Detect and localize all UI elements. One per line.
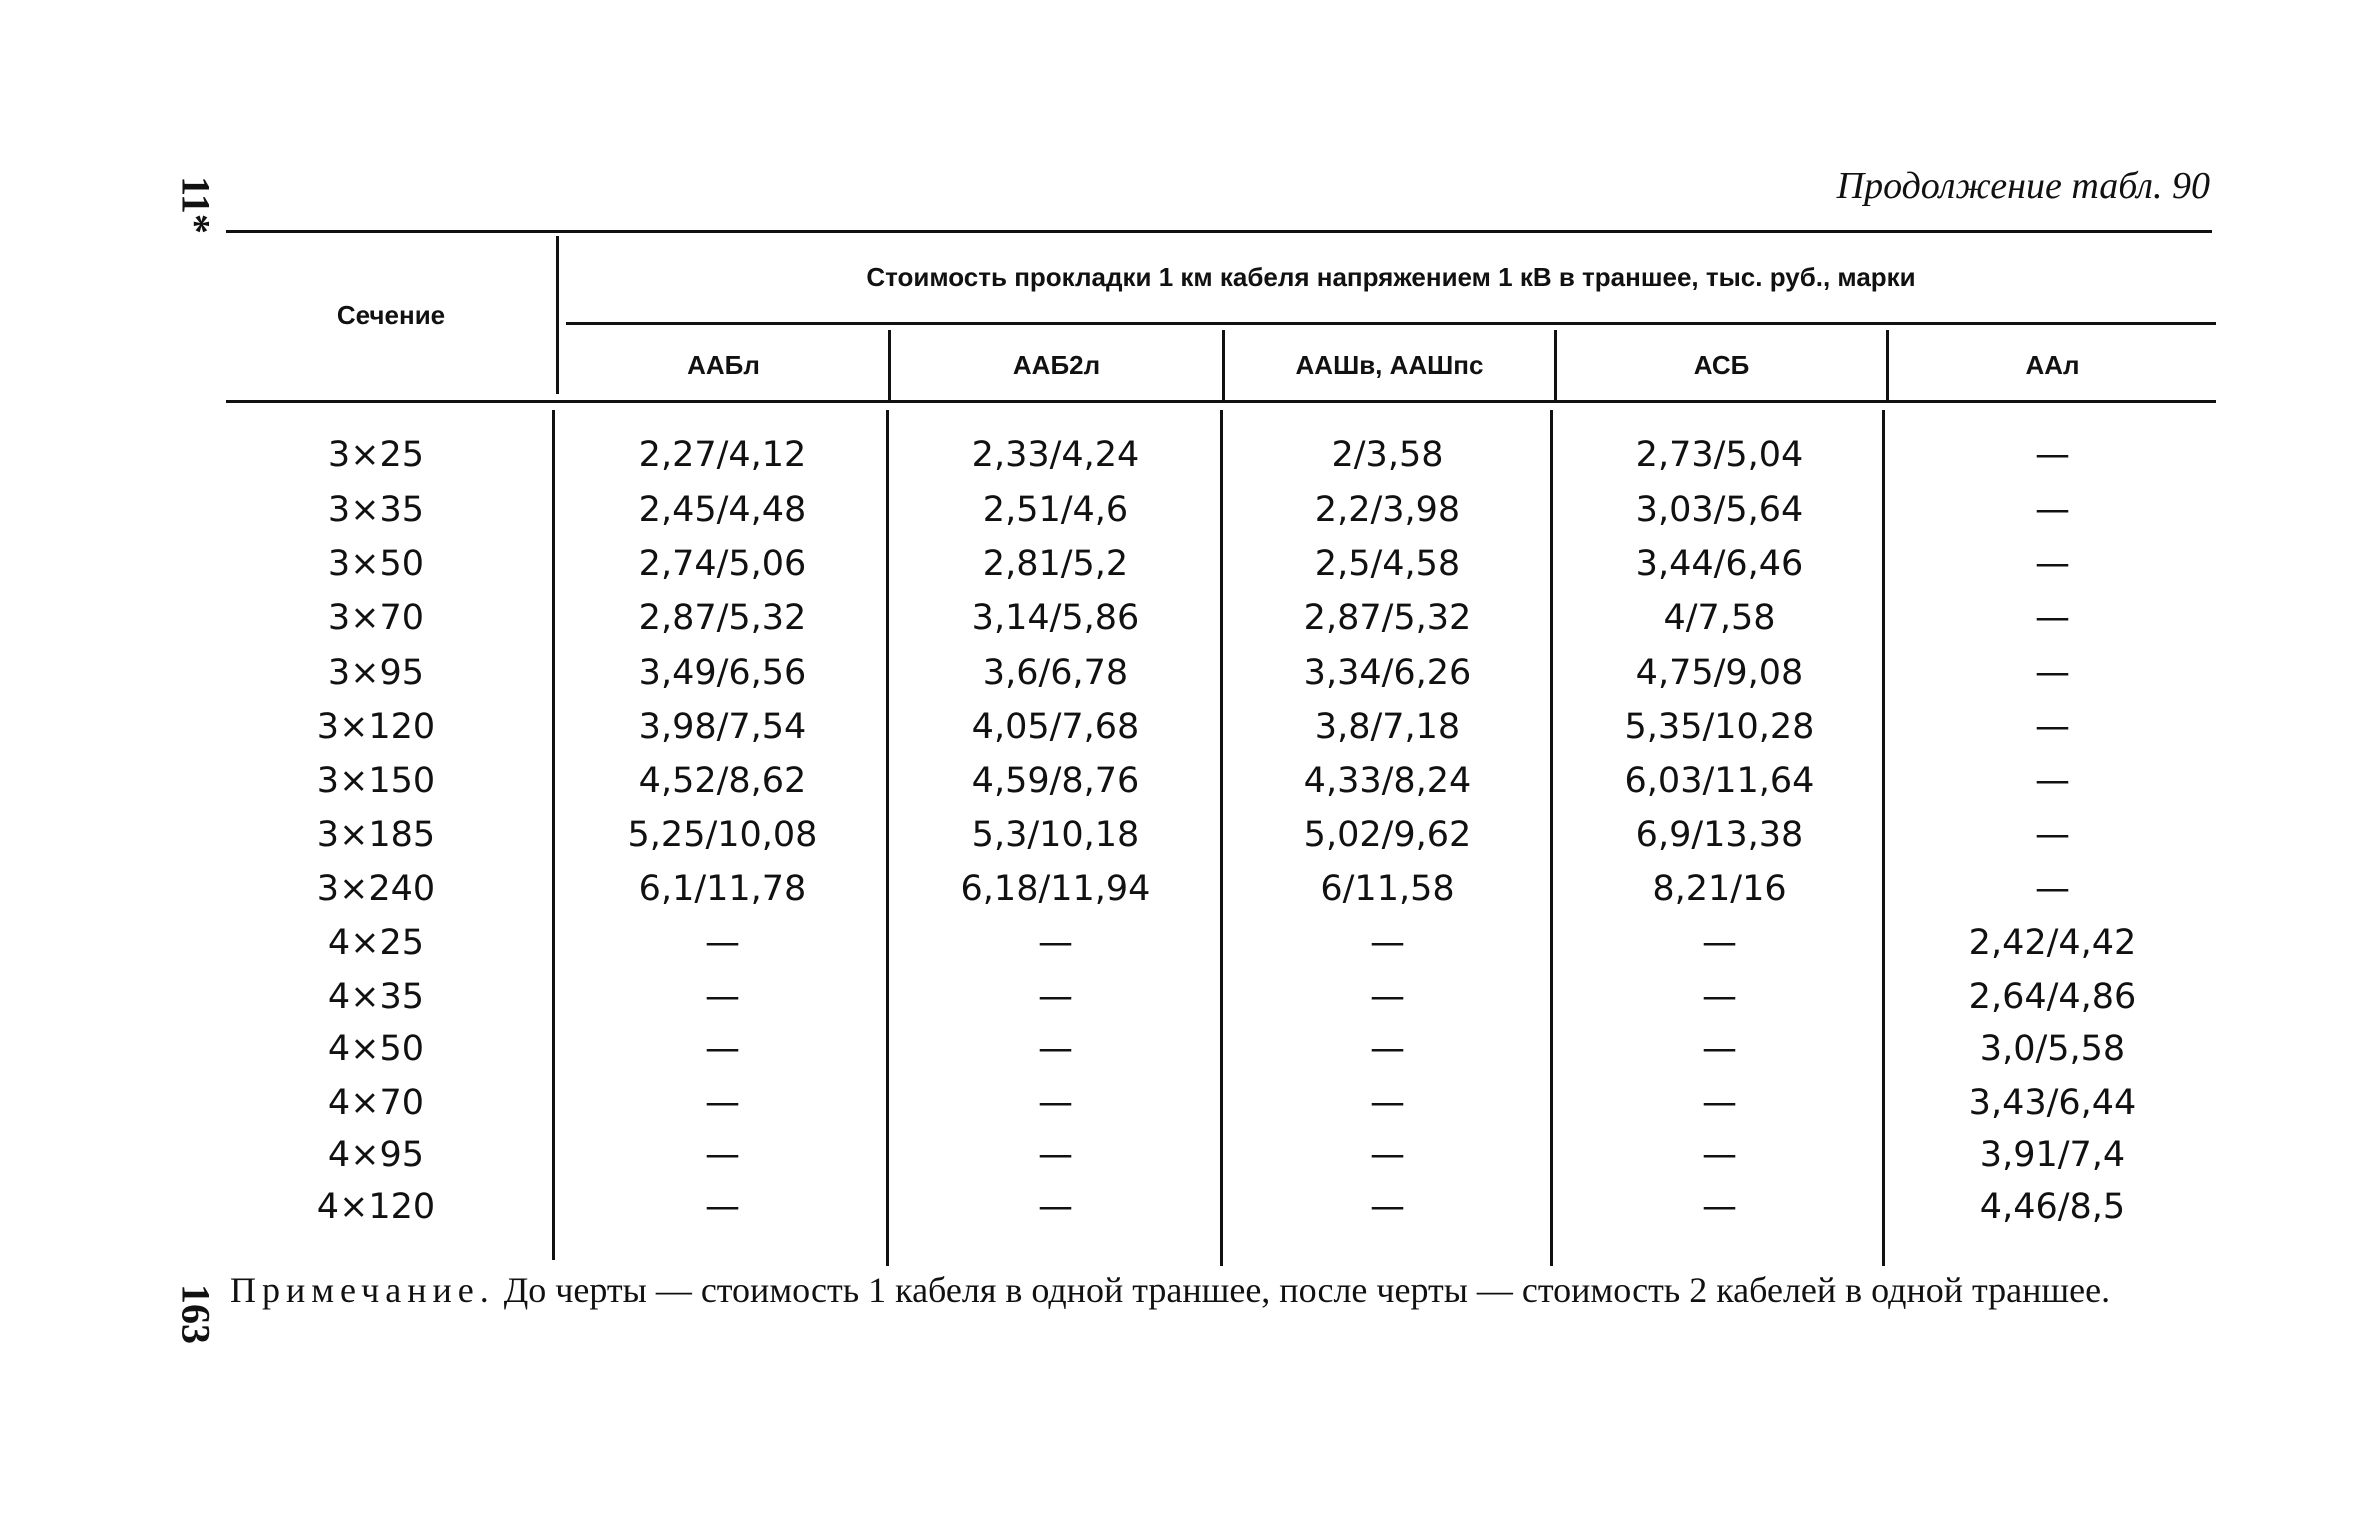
body-divider-col-4 <box>1882 410 1885 1266</box>
table-cell: — <box>2035 435 2070 475</box>
table-cell: — <box>2035 869 2070 909</box>
table-cell: — <box>1702 1029 1737 1069</box>
table-cell: — <box>1370 977 1405 1017</box>
table-cell: 5,35/10,28 <box>1624 707 1815 747</box>
header-section: Сечение <box>336 300 446 330</box>
page-number: 163 <box>173 1284 219 1344</box>
table-cell: 4/7,58 <box>1663 598 1776 638</box>
table-cell: — <box>705 1029 740 1069</box>
table-cell: — <box>705 1135 740 1175</box>
row-section-label: 3×35 <box>327 490 425 530</box>
table-cell: — <box>1370 1029 1405 1069</box>
table-cell: 2,51/4,6 <box>982 490 1129 530</box>
table-cell: 2,2/3,98 <box>1314 490 1461 530</box>
table-cell: — <box>1702 977 1737 1017</box>
table-cell: 2,42/4,42 <box>1968 923 2137 963</box>
table-cell: 2,45/4,48 <box>638 490 807 530</box>
group-header: Стоимость прокладки 1 км кабеля напряжением 1 кВ в траншее, тыс. руб., марки <box>866 262 1916 292</box>
table-cell: — <box>1370 923 1405 963</box>
page-marker-top: 11* <box>173 176 219 234</box>
row-section-label: 4×95 <box>327 1135 425 1175</box>
table-cell: — <box>1702 1135 1737 1175</box>
table-top-rule <box>226 230 2212 233</box>
table-cell: 2,5/4,58 <box>1314 544 1461 584</box>
row-section-label: 4×70 <box>327 1083 425 1123</box>
row-section-label: 3×240 <box>316 869 436 909</box>
table-cell: — <box>2035 761 2070 801</box>
table-cell: 4,59/8,76 <box>971 761 1140 801</box>
table-cell: 6,03/11,64 <box>1624 761 1815 801</box>
table-cell: 8,21/16 <box>1652 869 1787 909</box>
table-cell: 3,8/7,18 <box>1314 707 1461 747</box>
table-cell: — <box>2035 490 2070 530</box>
body-divider-col-1 <box>886 410 889 1266</box>
table-caption: Продолжение табл. 90 <box>1836 165 2210 207</box>
table-cell: 2/3,58 <box>1331 435 1444 475</box>
table-cell: 3,43/6,44 <box>1968 1083 2137 1123</box>
table-note <box>230 1270 2210 1310</box>
table-cell: 6/11,58 <box>1320 869 1455 909</box>
table-cell: 6,1/11,78 <box>638 869 807 909</box>
table-cell: — <box>705 1083 740 1123</box>
table-cell: 5,3/10,18 <box>971 815 1140 855</box>
table-cell: 2,87/5,32 <box>1303 598 1472 638</box>
table-cell: — <box>705 977 740 1017</box>
table-cell: 2,33/4,24 <box>971 435 1140 475</box>
group-header-rule <box>566 322 2216 325</box>
table-cell: — <box>1702 1083 1737 1123</box>
table-cell: — <box>1038 1083 1073 1123</box>
table-cell: 3,49/6,56 <box>638 653 807 693</box>
table-cell: — <box>1702 1187 1737 1227</box>
row-section-label: 3×95 <box>327 653 425 693</box>
header-bottom-rule <box>226 400 2216 403</box>
table-cell: — <box>1370 1187 1405 1227</box>
row-section-label: 4×120 <box>316 1187 436 1227</box>
table-cell: 2,81/5,2 <box>982 544 1129 584</box>
table-cell: — <box>1370 1083 1405 1123</box>
body-divider-col-2 <box>1220 410 1223 1266</box>
table-cell: — <box>2035 598 2070 638</box>
table-cell: 3,34/6,26 <box>1303 653 1472 693</box>
table-cell: — <box>1038 923 1073 963</box>
table-cell: 3,03/5,64 <box>1635 490 1804 530</box>
row-section-label: 3×25 <box>327 435 425 475</box>
table-cell: — <box>705 923 740 963</box>
column-header-asb: АСБ <box>1693 350 1750 380</box>
row-section-label: 3×70 <box>327 598 425 638</box>
row-section-label: 3×185 <box>316 815 436 855</box>
table-cell: 5,25/10,08 <box>627 815 818 855</box>
table-cell: 5,02/9,62 <box>1303 815 1472 855</box>
table-cell: 4,33/8,24 <box>1303 761 1472 801</box>
table-cell: — <box>1370 1135 1405 1175</box>
table-cell: — <box>2035 815 2070 855</box>
table-cell: — <box>1038 977 1073 1017</box>
table-cell: 3,44/6,46 <box>1635 544 1804 584</box>
row-section-label: 4×35 <box>327 977 425 1017</box>
table-cell: — <box>2035 544 2070 584</box>
table-cell: — <box>1038 1029 1073 1069</box>
table-cell: — <box>2035 653 2070 693</box>
table-cell: — <box>2035 707 2070 747</box>
table-cell: — <box>705 1187 740 1227</box>
table-cell: 4,05/7,68 <box>971 707 1140 747</box>
table-cell: 2,27/4,12 <box>638 435 807 475</box>
table-cell: — <box>1038 1187 1073 1227</box>
body-divider-col-3 <box>1550 410 1553 1266</box>
row-section-label: 3×50 <box>327 544 425 584</box>
table-cell: — <box>1702 923 1737 963</box>
row-section-label: 3×120 <box>316 707 436 747</box>
note-lead: Примечание. <box>230 1270 495 1310</box>
column-header-aal: ААл <box>2025 350 2080 380</box>
table-cell: 2,64/4,86 <box>1968 977 2137 1017</box>
table-cell: 6,18/11,94 <box>960 869 1151 909</box>
row-section-label: 4×25 <box>327 923 425 963</box>
table-cell: 2,73/5,04 <box>1635 435 1804 475</box>
table-cell: — <box>1038 1135 1073 1175</box>
table-cell: 3,14/5,86 <box>971 598 1140 638</box>
column-header-aab2l: ААБ2л <box>1012 350 1101 380</box>
table-cell: 4,52/8,62 <box>638 761 807 801</box>
table-cell: 3,0/5,58 <box>1979 1029 2126 1069</box>
note-text: До черты — стоимость 1 кабеля в одной траншее, после черты — стоимость 2 кабелей в одной траншее. <box>494 1270 2111 1310</box>
column-header-aashv: ААШв, ААШпс <box>1295 350 1484 380</box>
row-section-label: 3×150 <box>316 761 436 801</box>
table-cell: 2,87/5,32 <box>638 598 807 638</box>
body-divider-section <box>552 410 555 1260</box>
table-cell: 4,46/8,5 <box>1979 1187 2126 1227</box>
table-cell: 4,75/9,08 <box>1635 653 1804 693</box>
table-cell: 3,6/6,78 <box>982 653 1129 693</box>
table-cell: 3,98/7,54 <box>638 707 807 747</box>
column-header-aabl: ААБл <box>687 350 760 380</box>
row-section-label: 4×50 <box>327 1029 425 1069</box>
table-cell: 6,9/13,38 <box>1635 815 1804 855</box>
table-cell: 3,91/7,4 <box>1979 1135 2126 1175</box>
table-cell: 2,74/5,06 <box>638 544 807 584</box>
